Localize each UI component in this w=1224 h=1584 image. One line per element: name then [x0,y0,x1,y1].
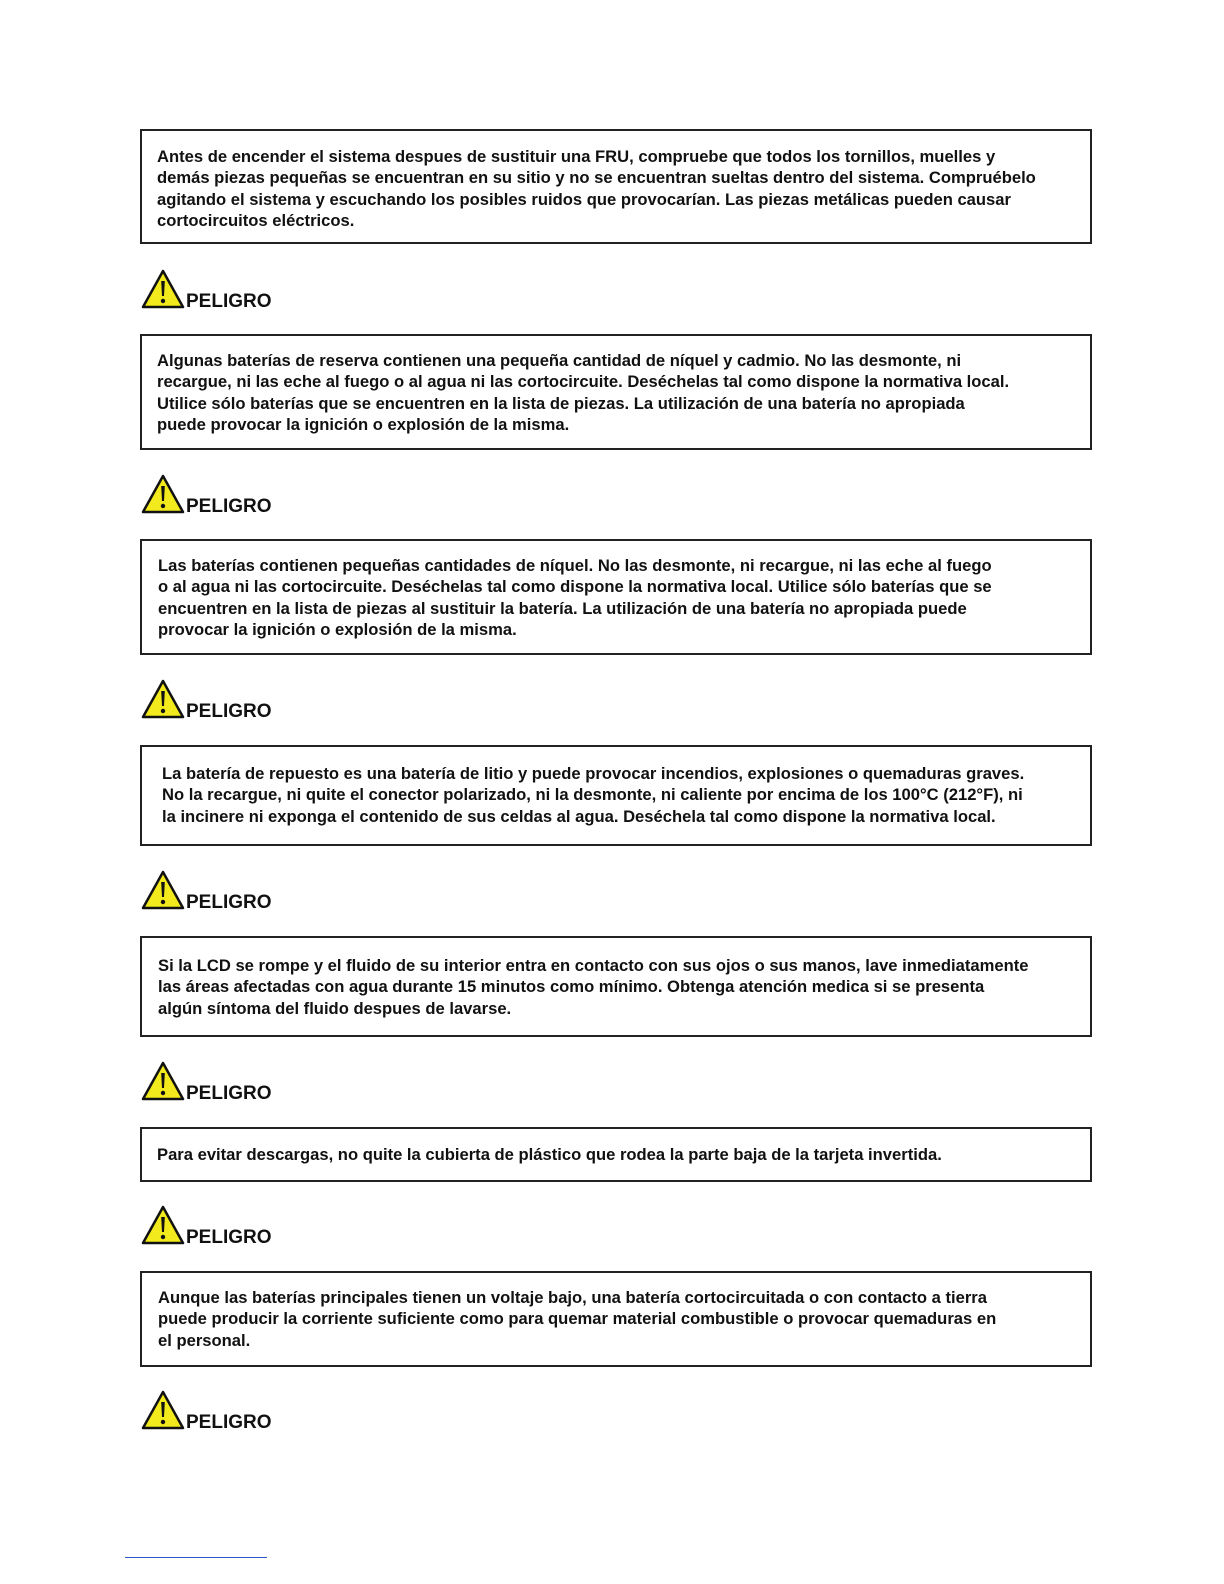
notice-line: recargue, ni las eche al fuego o al agua ni las cortocircuite. Deséchelas tal como dispone la normativa local. [157,372,1010,392]
warning-triangle-icon [141,1061,185,1101]
notice-line: Las baterías contienen pequeñas cantidades de níquel. No las desmonte, ni recargue, ni las eche al fuego [158,556,992,575]
notice-text [142,336,1090,435]
notice-box [140,1271,1092,1367]
notice-line: el personal. [158,1330,251,1350]
notice-box [140,745,1092,846]
notice-line: Para evitar descargas, no quite la cubierta de plástico que rodea la parte baja de la tarjeta invertida. [157,1145,942,1164]
notice-text [142,1129,1090,1165]
warning-triangle-icon [141,1390,185,1430]
notice-box [140,129,1092,244]
notice-line: puede provocar la ignición o explosión de la misma. [157,414,570,434]
danger-heading [141,1061,341,1105]
notice-line: Si la LCD se rompe y el fluido de su interior entra en contacto con sus ojos o sus manos, lave inmediatamente [158,956,1029,975]
notice-box [140,936,1092,1037]
warning-triangle-icon [141,474,185,514]
danger-label: PELIGRO [186,496,272,517]
notice-line: cortocircuitos eléctricos. [157,210,355,230]
notice-line: o al agua ni las cortocircuite. Deséchelas tal como dispone la normativa local. Utilice sólo baterías que se [158,577,992,597]
notice-line: La batería de repuesto es una batería de litio y puede provocar incendios, explosiones o quemaduras graves. [162,764,1025,783]
notice-line: encuentren en la lista de piezas al sustituir la batería. La utilización de una batería no apropiada puede [158,598,967,618]
danger-heading [141,474,341,518]
notice-line: Aunque las baterías principales tienen un voltaje bajo, una batería cortocircuitada o con contacto a tierra [158,1288,987,1307]
danger-heading [141,679,341,723]
notice-box [140,1127,1092,1182]
notice-box [140,334,1092,450]
notice-line: Antes de encender el sistema despues de sustituir una FRU, compruebe que todos los tornillos, muelles y [157,147,996,166]
notice-text [142,1273,1090,1351]
notice-text [142,938,1090,1019]
notice-text [142,747,1090,827]
notice-box [140,539,1092,655]
notice-line: No la recargue, ni quite el conector polarizado, ni la desmonte, ni caliente por encima de los 100°C (212°F), ni [162,785,1023,805]
warning-triangle-icon [141,1205,185,1245]
notice-line: Algunas baterías de reserva contienen una pequeña cantidad de níquel y cadmio. No las desmonte, ni [157,351,962,370]
notice-line: agitando el sistema y escuchando los posibles ruidos que provocarían. Las piezas metálicas pueden causar [157,189,1011,209]
notice-text [142,541,1090,640]
footnote-rule [125,1557,267,1558]
warning-triangle-icon [141,269,185,309]
notice-text [142,131,1090,231]
notice-line: demás piezas pequeñas se encuentran en su sitio y no se encuentran sueltas dentro del sistema. Compruébelo [157,168,1036,188]
notice-line: puede producir la corriente suficiente como para quemar material combustible o provocar quemaduras en [158,1309,997,1329]
notice-line: provocar la ignición o explosión de la misma. [158,619,517,639]
danger-heading [141,1390,341,1434]
danger-label: PELIGRO [186,701,272,722]
warning-triangle-icon [141,679,185,719]
danger-label: PELIGRO [186,1083,272,1104]
danger-label: PELIGRO [186,892,272,913]
danger-label: PELIGRO [186,291,272,312]
notice-line: las áreas afectadas con agua durante 15 minutos como mínimo. Obtenga atención medica si se presenta [158,977,985,997]
warning-triangle-icon [141,870,185,910]
danger-heading [141,1205,341,1249]
notice-line: Utilice sólo baterías que se encuentren en la lista de piezas. La utilización de una batería no apropiada [157,393,965,413]
notice-line: algún síntoma del fluido despues de lavarse. [158,998,512,1018]
danger-label: PELIGRO [186,1412,272,1433]
danger-heading [141,269,341,313]
danger-label: PELIGRO [186,1227,272,1248]
danger-heading [141,870,341,914]
notice-line: la incinere ni exponga el contenido de sus celdas al agua. Deséchela tal como dispone la normativa local. [162,806,996,826]
